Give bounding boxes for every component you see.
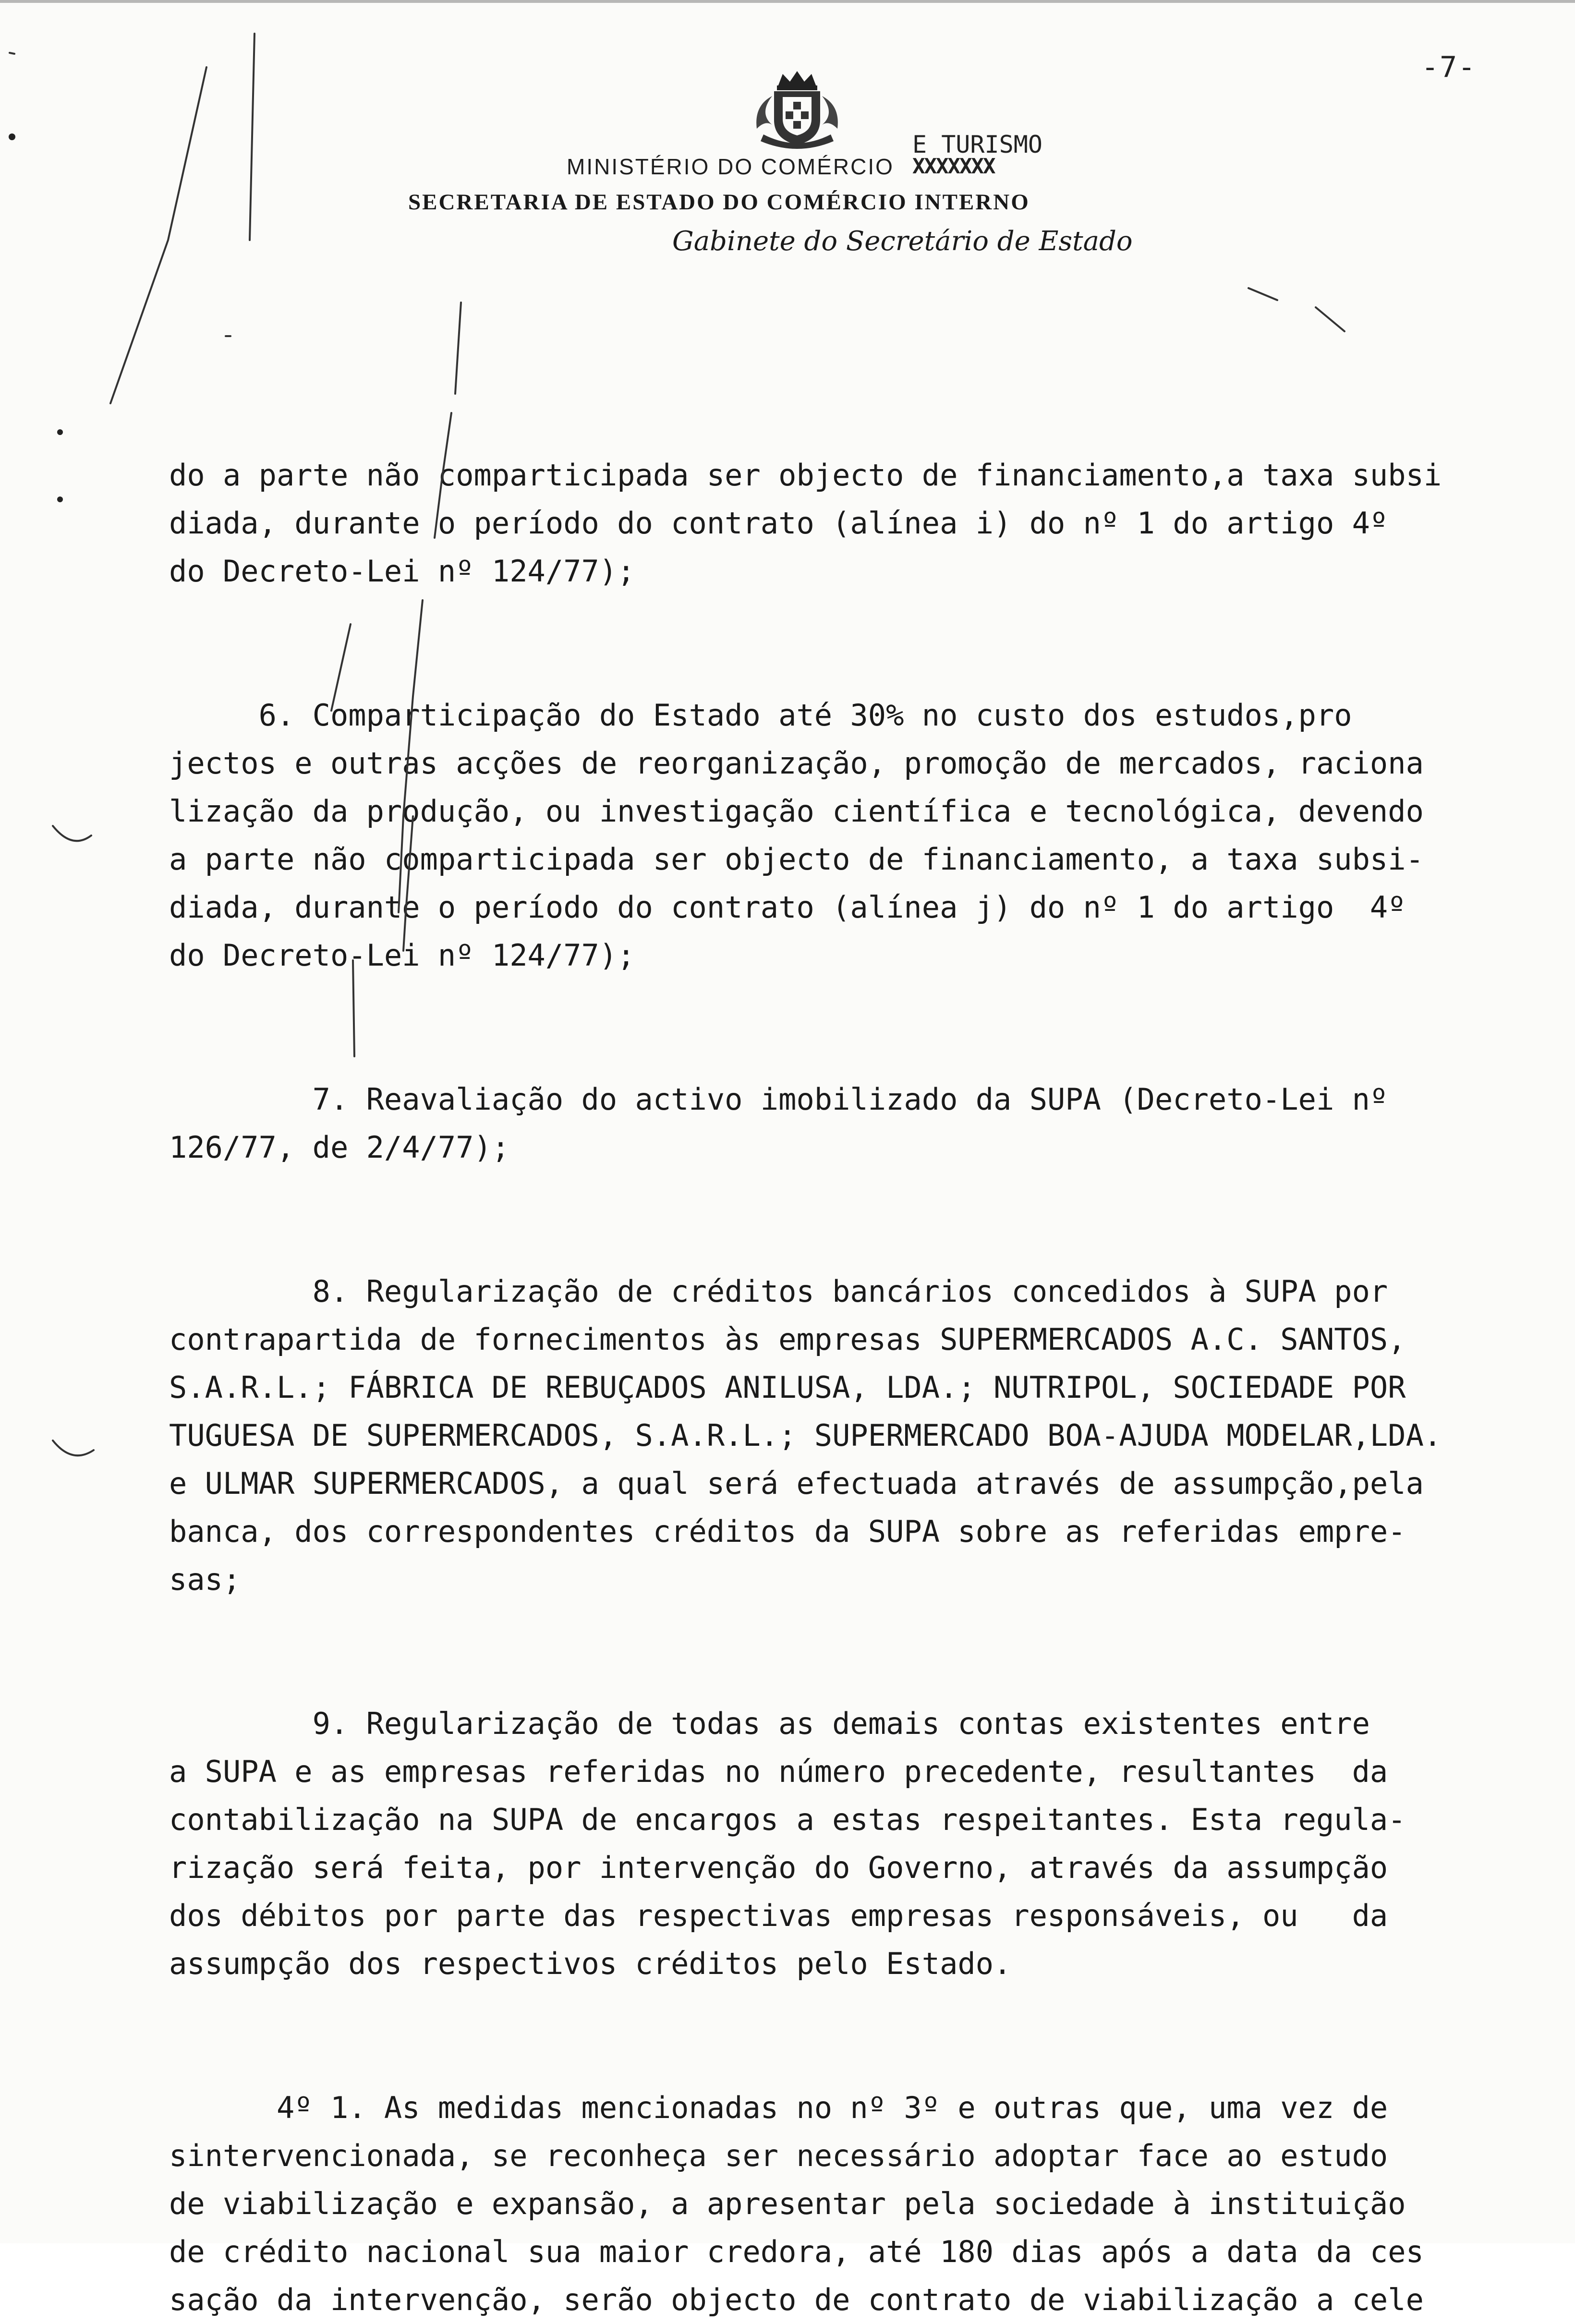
text-line: do a parte não comparticipada ser objecto de financiamento,a taxa subsi bbox=[169, 458, 1442, 493]
paragraph-gap bbox=[169, 980, 1571, 1076]
text-line: 7. Reavaliação do activo imobilizado da SUPA (Decreto-Lei nº bbox=[169, 1082, 1388, 1117]
pencil-stroke bbox=[1316, 307, 1345, 331]
pencil-stroke bbox=[250, 34, 254, 240]
text-line: de viabilização e expansão, a apresentar pela sociedade à instituição bbox=[169, 2186, 1406, 2221]
text-line: jectos e outras acções de reorganização, promoção de mercados, raciona bbox=[169, 746, 1424, 781]
text-line: banca, dos correspondentes créditos da SUPA sobre as referidas empre- bbox=[169, 1514, 1406, 1549]
scan-edge bbox=[0, 0, 1575, 3]
text-line: 6. Comparticipação do Estado até 30% no custo dos estudos,pro bbox=[169, 698, 1352, 733]
paragraph-gap bbox=[169, 1604, 1571, 1700]
pencil-stroke bbox=[53, 826, 91, 841]
cabinet-name: Gabinete do Secretário de Estado bbox=[672, 226, 1133, 257]
secretariat-name: SECRETARIA DE ESTADO DO COMÉRCIO INTERNO bbox=[408, 190, 1030, 215]
paragraph bbox=[169, 691, 1571, 980]
text-line: de crédito nacional sua maior credora, até 180 dias após a data da ces bbox=[169, 2234, 1424, 2269]
text-line: rização será feita, por intervenção do Governo, através da assumpção bbox=[169, 1850, 1388, 1885]
text-line: e ULMAR SUPERMERCADOS, a qual será efectuada através de assumpção,pela bbox=[169, 1466, 1424, 1501]
text-line: a SUPA e as empresas referidas no número precedente, resultantes da bbox=[169, 1754, 1388, 1789]
pencil-stroke bbox=[110, 67, 206, 403]
pencil-dot bbox=[57, 496, 63, 502]
pencil-dot bbox=[57, 429, 63, 435]
coat-of-arms-icon bbox=[744, 67, 850, 149]
text-line: contabilização na SUPA de encargos a estas respeitantes. Esta regula- bbox=[169, 1802, 1406, 1837]
pencil-stroke bbox=[53, 1440, 94, 1455]
text-line: 126/77, de 2/4/77); bbox=[169, 1130, 510, 1165]
ministry-suffix-typed: E TURISMO bbox=[912, 131, 1042, 158]
ministry-suffix-struck: XXXXXXX bbox=[912, 154, 995, 179]
pencil-dot bbox=[9, 133, 15, 140]
pencil-stroke bbox=[455, 303, 461, 394]
page-number: -7- bbox=[1421, 50, 1477, 84]
paragraph bbox=[169, 2084, 1571, 2324]
text-line: do Decreto-Lei nº 124/77); bbox=[169, 938, 635, 973]
text-line: contrapartida de fornecimentos às empresas SUPERMERCADOS A.C. SANTOS, bbox=[169, 1322, 1406, 1357]
paragraph-gap bbox=[169, 1988, 1571, 2084]
pencil-stroke bbox=[1248, 288, 1277, 300]
text-line: sintervencionada, se reconheça ser necessário adoptar face ao estudo bbox=[169, 2138, 1388, 2173]
document-body bbox=[169, 451, 1571, 2324]
text-line: sação da intervenção, serão objecto de contrato de viabilização a cele bbox=[169, 2282, 1424, 2317]
paragraph bbox=[169, 1700, 1571, 1988]
text-line: dos débitos por parte das respectivas empresas responsáveis, ou da bbox=[169, 1898, 1388, 1933]
paragraph bbox=[169, 1076, 1571, 1172]
text-line: 9. Regularização de todas as demais contas existentes entre bbox=[169, 1706, 1370, 1741]
ministry-suffix bbox=[912, 133, 1042, 178]
text-line: lização da produção, ou investigação científica e tecnológica, devendo bbox=[169, 794, 1424, 829]
text-line: do Decreto-Lei nº 124/77); bbox=[169, 554, 635, 589]
text-line: assumpção dos respectivos créditos pelo Estado. bbox=[169, 1946, 1012, 1981]
pencil-stroke bbox=[10, 53, 14, 54]
text-line: S.A.R.L.; FÁBRICA DE REBUÇADOS ANILUSA, LDA.; NUTRIPOL, SOCIEDADE POR bbox=[169, 1370, 1406, 1405]
paragraph bbox=[169, 1268, 1571, 1604]
ministry-name: MINISTÉRIO DO COMÉRCIO bbox=[567, 154, 894, 179]
letterhead bbox=[375, 67, 1200, 269]
text-line: a parte não comparticipada ser objecto de financiamento, a taxa subsi- bbox=[169, 842, 1424, 877]
text-line: 4º 1. As medidas mencionadas no nº 3º e outras que, uma vez de bbox=[169, 2090, 1388, 2125]
text-line: 8. Regularização de créditos bancários concedidos à SUPA por bbox=[169, 1274, 1388, 1309]
paragraph bbox=[169, 451, 1571, 595]
paragraph-gap bbox=[169, 1172, 1571, 1268]
text-line: diada, durante o período do contrato (alínea i) do nº 1 do artigo 4º bbox=[169, 506, 1388, 541]
text-line: TUGUESA DE SUPERMERCADOS, S.A.R.L.; SUPERMERCADO BOA-AJUDA MODELAR,LDA. bbox=[169, 1418, 1442, 1453]
paragraph-gap bbox=[169, 595, 1571, 691]
text-line: diada, durante o período do contrato (alínea j) do nº 1 do artigo 4º bbox=[169, 890, 1406, 925]
text-line: sas; bbox=[169, 1562, 241, 1597]
